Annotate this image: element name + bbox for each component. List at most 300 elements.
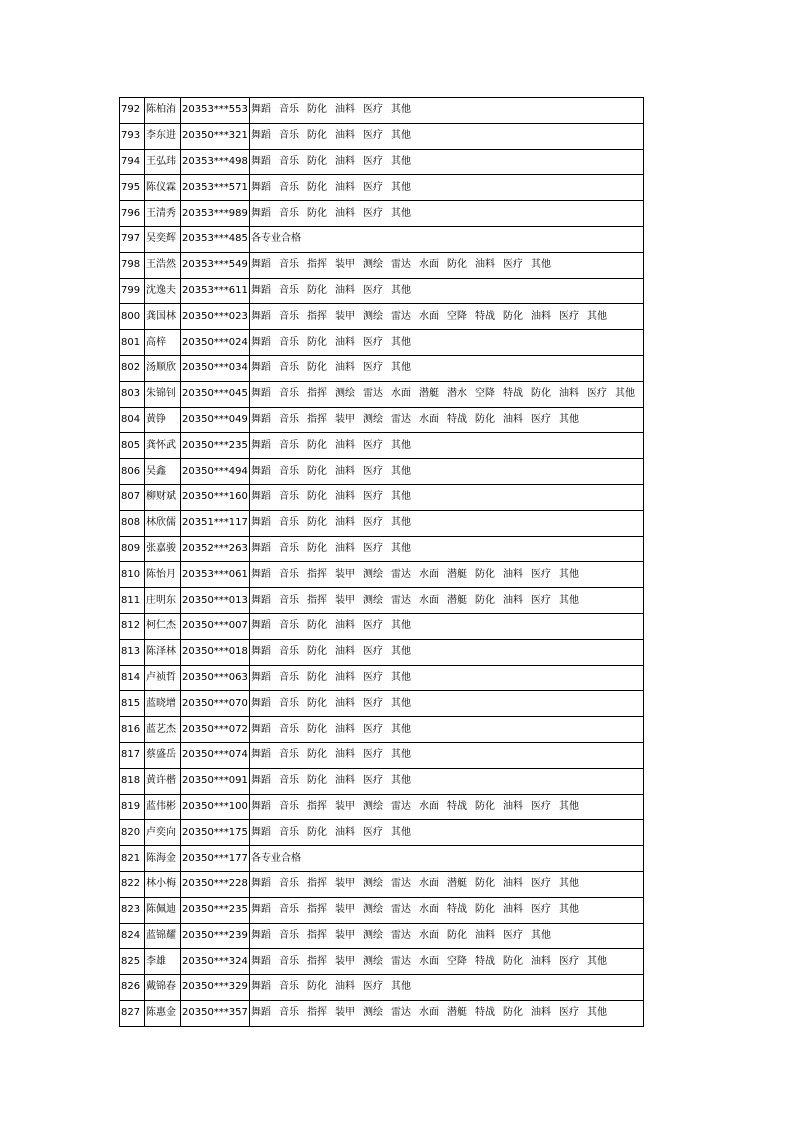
qualification-tag: 油料 [335, 439, 355, 451]
row-number-cell: 825 [120, 949, 145, 975]
qualifications-cell [250, 742, 644, 768]
qualification-tag: 装甲 [335, 1007, 355, 1019]
qualification-tag: 水面 [419, 878, 439, 890]
qualification-tag: 舞蹈 [251, 775, 271, 787]
candidate-name-cell: 黄许楷 [145, 768, 181, 794]
qualification-tag: 医疗 [363, 775, 383, 787]
qualification-tag: 防化 [307, 671, 327, 683]
candidate-name-cell: 陈佩迪 [145, 897, 181, 923]
qualification-tag: 音乐 [279, 929, 299, 941]
qualification-tag: 测绘 [363, 904, 383, 916]
qualification-tag: 其他 [391, 465, 411, 477]
qualification-tag: 空降 [447, 955, 467, 967]
qualification-tag: 各专业合格 [251, 852, 301, 864]
qualification-tag: 其他 [391, 362, 411, 374]
qualification-tag: 舞蹈 [251, 981, 271, 993]
candidate-name-cell: 蓝锦耀 [145, 923, 181, 949]
candidate-id-cell: 20350***177 [181, 846, 250, 872]
candidate-id-cell: 20350***023 [181, 304, 250, 330]
qualification-tag: 音乐 [279, 955, 299, 967]
qualification-tag: 油料 [335, 749, 355, 761]
qualification-tag: 雷达 [391, 955, 411, 967]
qualification-tag: 其他 [587, 310, 607, 322]
qualification-tag: 指挥 [307, 259, 327, 271]
candidate-id-cell: 20350***034 [181, 355, 250, 381]
qualifications-cell [250, 355, 644, 381]
qualification-tag: 音乐 [279, 155, 299, 167]
qualification-tag: 水面 [419, 594, 439, 606]
qualifications-cell [250, 433, 644, 459]
qualification-tag: 指挥 [307, 388, 327, 400]
row-number-cell: 805 [120, 433, 145, 459]
qualification-tag: 其他 [559, 904, 579, 916]
row-number-cell: 812 [120, 613, 145, 639]
candidate-name-cell: 陈仪霖 [145, 175, 181, 201]
qualification-tag: 医疗 [363, 517, 383, 529]
qualification-tag: 雷达 [391, 800, 411, 812]
qualification-tag: 音乐 [279, 465, 299, 477]
qualification-tag: 防化 [447, 259, 467, 271]
qualification-tag: 防化 [503, 955, 523, 967]
qualification-tag: 测绘 [363, 955, 383, 967]
qualification-tag: 医疗 [363, 697, 383, 709]
qualification-tag: 其他 [391, 207, 411, 219]
qualification-tag: 舞蹈 [251, 749, 271, 761]
qualification-tag: 油料 [335, 181, 355, 193]
qualification-tag: 舞蹈 [251, 465, 271, 477]
candidate-name-cell: 汤顺欣 [145, 355, 181, 381]
table-row [120, 330, 644, 356]
row-number-cell: 797 [120, 226, 145, 252]
qualification-tag: 舞蹈 [251, 1007, 271, 1019]
qualification-tag: 指挥 [307, 310, 327, 322]
candidate-name-cell: 蓝艺杰 [145, 717, 181, 743]
qualifications-cell [250, 252, 644, 278]
qualification-tag: 其他 [391, 620, 411, 632]
candidate-name-cell: 王浩然 [145, 252, 181, 278]
qualification-tag: 指挥 [307, 878, 327, 890]
row-number-cell: 819 [120, 794, 145, 820]
qualification-tag: 音乐 [279, 439, 299, 451]
qualification-tag: 装甲 [335, 259, 355, 271]
qualification-tag: 指挥 [307, 800, 327, 812]
candidate-id-cell: 20353***611 [181, 278, 250, 304]
qualification-tag: 其他 [391, 181, 411, 193]
table-row [120, 588, 644, 614]
qualification-tag: 油料 [503, 800, 523, 812]
table-row [120, 407, 644, 433]
qualification-tag: 音乐 [279, 336, 299, 348]
qualification-tag: 医疗 [363, 723, 383, 735]
table-row [120, 717, 644, 743]
qualification-tag: 防化 [307, 439, 327, 451]
qualification-tag: 水面 [419, 259, 439, 271]
qualification-tag: 油料 [335, 130, 355, 142]
candidate-name-cell: 陈海金 [145, 846, 181, 872]
table-row [120, 613, 644, 639]
qualifications-cell [250, 459, 644, 485]
qualification-tag: 装甲 [335, 800, 355, 812]
qualification-tag: 水面 [419, 800, 439, 812]
qualification-tag: 指挥 [307, 1007, 327, 1019]
qualification-tag: 医疗 [363, 155, 383, 167]
candidate-id-cell: 20350***321 [181, 123, 250, 149]
qualification-tag: 水面 [419, 955, 439, 967]
qualification-tag: 特战 [475, 310, 495, 322]
qualification-tag: 雷达 [391, 310, 411, 322]
table-row [120, 201, 644, 227]
candidate-name-cell: 柳财斌 [145, 484, 181, 510]
qualification-tag: 舞蹈 [251, 336, 271, 348]
qualification-tag: 其他 [391, 723, 411, 735]
qualification-tag: 油料 [335, 620, 355, 632]
qualification-tag: 水面 [419, 568, 439, 580]
qualification-tag: 特战 [503, 388, 523, 400]
table-row [120, 742, 644, 768]
qualification-tag: 防化 [307, 207, 327, 219]
results-table [119, 97, 644, 1027]
qualification-tag: 其他 [559, 568, 579, 580]
qualification-tag: 其他 [587, 955, 607, 967]
qualification-tag: 雷达 [391, 1007, 411, 1019]
qualification-tag: 其他 [391, 155, 411, 167]
qualification-tag: 防化 [503, 310, 523, 322]
qualification-tag: 医疗 [363, 362, 383, 374]
candidate-name-cell: 王清秀 [145, 201, 181, 227]
qualification-tag: 油料 [503, 878, 523, 890]
candidate-id-cell: 20350***357 [181, 1000, 250, 1026]
row-number-cell: 809 [120, 536, 145, 562]
table-row [120, 923, 644, 949]
qualification-tag: 特战 [447, 904, 467, 916]
qualification-tag: 音乐 [279, 284, 299, 296]
qualification-tag: 防化 [307, 749, 327, 761]
qualification-tag: 音乐 [279, 542, 299, 554]
candidate-id-cell: 20350***018 [181, 639, 250, 665]
qualifications-cell [250, 201, 644, 227]
qualifications-cell [250, 123, 644, 149]
row-number-cell: 799 [120, 278, 145, 304]
qualifications-cell [250, 407, 644, 433]
table-row [120, 175, 644, 201]
row-number-cell: 813 [120, 639, 145, 665]
qualification-tag: 医疗 [363, 465, 383, 477]
qualification-tag: 医疗 [363, 646, 383, 658]
qualification-tag: 医疗 [363, 491, 383, 503]
qualification-tag: 医疗 [559, 1007, 579, 1019]
row-number-cell: 823 [120, 897, 145, 923]
qualification-tag: 其他 [559, 800, 579, 812]
qualification-tag: 防化 [307, 491, 327, 503]
qualification-tag: 特战 [447, 413, 467, 425]
qualifications-cell [250, 871, 644, 897]
qualification-tag: 音乐 [279, 491, 299, 503]
candidate-name-cell: 龚怀武 [145, 433, 181, 459]
qualifications-cell [250, 691, 644, 717]
table-row [120, 975, 644, 1001]
qualification-tag: 油料 [335, 517, 355, 529]
qualification-tag: 水面 [419, 310, 439, 322]
qualification-tag: 装甲 [335, 568, 355, 580]
qualification-tag: 油料 [503, 568, 523, 580]
qualification-tag: 防化 [475, 413, 495, 425]
table-row [120, 846, 644, 872]
candidate-name-cell: 蓝伟彬 [145, 794, 181, 820]
qualification-tag: 指挥 [307, 568, 327, 580]
row-number-cell: 820 [120, 820, 145, 846]
qualification-tag: 油料 [531, 310, 551, 322]
qualification-tag: 油料 [335, 697, 355, 709]
candidate-name-cell: 龚国林 [145, 304, 181, 330]
qualification-tag: 各专业合格 [251, 233, 301, 245]
qualification-tag: 防化 [447, 929, 467, 941]
qualification-tag: 特战 [475, 955, 495, 967]
qualification-tag: 医疗 [363, 130, 383, 142]
candidate-id-cell: 20350***007 [181, 613, 250, 639]
qualification-tag: 其他 [391, 517, 411, 529]
candidate-name-cell: 蔡盛岳 [145, 742, 181, 768]
candidate-id-cell: 20350***100 [181, 794, 250, 820]
qualifications-cell [250, 639, 644, 665]
qualification-tag: 其他 [391, 671, 411, 683]
candidate-name-cell: 陈惠金 [145, 1000, 181, 1026]
qualification-tag: 音乐 [279, 594, 299, 606]
qualifications-cell [250, 794, 644, 820]
qualification-tag: 其他 [587, 1007, 607, 1019]
row-number-cell: 824 [120, 923, 145, 949]
qualification-tag: 音乐 [279, 517, 299, 529]
candidate-id-cell: 20350***235 [181, 897, 250, 923]
table-row [120, 98, 644, 124]
qualification-tag: 雷达 [391, 878, 411, 890]
qualification-tag: 油料 [531, 955, 551, 967]
qualification-tag: 指挥 [307, 955, 327, 967]
candidate-name-cell: 吴奕辉 [145, 226, 181, 252]
row-number-cell: 792 [120, 98, 145, 124]
qualification-tag: 医疗 [363, 981, 383, 993]
qualification-tag: 音乐 [279, 130, 299, 142]
qualifications-cell [250, 768, 644, 794]
qualification-tag: 防化 [307, 620, 327, 632]
qualification-tag: 油料 [335, 826, 355, 838]
row-number-cell: 802 [120, 355, 145, 381]
row-number-cell: 794 [120, 149, 145, 175]
candidate-id-cell: 20353***061 [181, 562, 250, 588]
candidate-id-cell: 20350***175 [181, 820, 250, 846]
qualification-tag: 空降 [447, 310, 467, 322]
qualification-tag: 音乐 [279, 749, 299, 761]
qualification-tag: 其他 [391, 439, 411, 451]
qualification-tag: 水面 [419, 1007, 439, 1019]
qualification-tag: 舞蹈 [251, 310, 271, 322]
qualification-tag: 指挥 [307, 413, 327, 425]
table-row [120, 484, 644, 510]
qualification-tag: 油料 [335, 775, 355, 787]
qualification-tag: 音乐 [279, 259, 299, 271]
qualifications-cell [250, 98, 644, 124]
qualification-tag: 音乐 [279, 826, 299, 838]
qualification-tag: 舞蹈 [251, 542, 271, 554]
qualification-tag: 雷达 [391, 929, 411, 941]
qualification-tag: 音乐 [279, 775, 299, 787]
qualification-tag: 油料 [503, 594, 523, 606]
qualification-tag: 音乐 [279, 181, 299, 193]
qualification-tag: 其他 [559, 878, 579, 890]
qualifications-cell [250, 975, 644, 1001]
qualification-tag: 空降 [475, 388, 495, 400]
qualification-tag: 防化 [475, 594, 495, 606]
qualification-tag: 水面 [419, 413, 439, 425]
qualification-tag: 装甲 [335, 904, 355, 916]
qualification-tag: 其他 [391, 336, 411, 348]
row-number-cell: 818 [120, 768, 145, 794]
candidate-id-cell: 20350***045 [181, 381, 250, 407]
qualification-tag: 其他 [391, 646, 411, 658]
qualification-tag: 其他 [391, 697, 411, 709]
qualification-tag: 音乐 [279, 413, 299, 425]
qualification-tag: 潜水 [447, 388, 467, 400]
qualification-tag: 音乐 [279, 646, 299, 658]
candidate-name-cell: 陈泽林 [145, 639, 181, 665]
qualification-tag: 装甲 [335, 929, 355, 941]
candidate-name-cell: 戴锦春 [145, 975, 181, 1001]
qualification-tag: 音乐 [279, 981, 299, 993]
qualification-tag: 舞蹈 [251, 594, 271, 606]
candidate-id-cell: 20350***072 [181, 717, 250, 743]
qualification-tag: 舞蹈 [251, 620, 271, 632]
qualification-tag: 油料 [335, 981, 355, 993]
candidate-name-cell: 卢祯哲 [145, 665, 181, 691]
candidate-id-cell: 20353***549 [181, 252, 250, 278]
qualifications-cell [250, 484, 644, 510]
qualification-tag: 特战 [475, 1007, 495, 1019]
candidate-id-cell: 20350***070 [181, 691, 250, 717]
candidate-name-cell: 李东进 [145, 123, 181, 149]
qualification-tag: 装甲 [335, 594, 355, 606]
qualification-tag: 防化 [475, 800, 495, 812]
qualification-tag: 医疗 [363, 439, 383, 451]
qualification-tag: 油料 [335, 723, 355, 735]
qualification-tag: 雷达 [391, 568, 411, 580]
qualification-tag: 舞蹈 [251, 207, 271, 219]
candidate-id-cell: 20350***239 [181, 923, 250, 949]
table-row [120, 278, 644, 304]
table-row [120, 639, 644, 665]
qualification-tag: 油料 [335, 671, 355, 683]
table-row [120, 949, 644, 975]
candidate-id-cell: 20353***571 [181, 175, 250, 201]
qualification-tag: 油料 [475, 929, 495, 941]
row-number-cell: 793 [120, 123, 145, 149]
results-sheet [119, 97, 643, 1027]
qualification-tag: 防化 [307, 130, 327, 142]
table-row [120, 149, 644, 175]
qualification-tag: 雷达 [391, 904, 411, 916]
table-row [120, 794, 644, 820]
qualifications-cell [250, 536, 644, 562]
qualification-tag: 防化 [503, 1007, 523, 1019]
candidate-id-cell: 20353***485 [181, 226, 250, 252]
candidate-id-cell: 20353***498 [181, 149, 250, 175]
qualification-tag: 油料 [335, 646, 355, 658]
candidate-id-cell: 20350***228 [181, 871, 250, 897]
qualification-tag: 防化 [307, 336, 327, 348]
row-number-cell: 814 [120, 665, 145, 691]
qualification-tag: 油料 [503, 904, 523, 916]
qualifications-cell [250, 330, 644, 356]
qualification-tag: 其他 [391, 826, 411, 838]
qualification-tag: 装甲 [335, 878, 355, 890]
candidate-name-cell: 庄明东 [145, 588, 181, 614]
candidate-name-cell: 卢奕向 [145, 820, 181, 846]
qualification-tag: 其他 [391, 749, 411, 761]
candidate-name-cell: 林小梅 [145, 871, 181, 897]
qualification-tag: 医疗 [531, 800, 551, 812]
row-number-cell: 800 [120, 304, 145, 330]
qualification-tag: 舞蹈 [251, 697, 271, 709]
row-number-cell: 826 [120, 975, 145, 1001]
qualification-tag: 音乐 [279, 362, 299, 374]
qualification-tag: 医疗 [531, 594, 551, 606]
qualification-tag: 潜艇 [447, 568, 467, 580]
qualification-tag: 防化 [531, 388, 551, 400]
qualification-tag: 测绘 [363, 878, 383, 890]
row-number-cell: 810 [120, 562, 145, 588]
qualification-tag: 医疗 [363, 104, 383, 116]
qualification-tag: 舞蹈 [251, 491, 271, 503]
qualification-tag: 音乐 [279, 1007, 299, 1019]
qualification-tag: 装甲 [335, 413, 355, 425]
qualification-tag: 其他 [531, 259, 551, 271]
table-row [120, 433, 644, 459]
candidate-id-cell: 20353***989 [181, 201, 250, 227]
qualifications-cell [250, 665, 644, 691]
candidate-id-cell: 20350***324 [181, 949, 250, 975]
qualification-tag: 防化 [307, 826, 327, 838]
qualification-tag: 潜艇 [447, 878, 467, 890]
qualification-tag: 医疗 [587, 388, 607, 400]
qualification-tag: 音乐 [279, 620, 299, 632]
qualification-tag: 舞蹈 [251, 800, 271, 812]
candidate-name-cell: 蓝晓增 [145, 691, 181, 717]
candidate-name-cell: 陈柏洧 [145, 98, 181, 124]
candidate-id-cell: 20350***494 [181, 459, 250, 485]
qualification-tag: 油料 [335, 491, 355, 503]
candidate-id-cell: 20350***063 [181, 665, 250, 691]
qualification-tag: 音乐 [279, 104, 299, 116]
qualification-tag: 其他 [559, 594, 579, 606]
qualification-tag: 防化 [475, 568, 495, 580]
qualification-tag: 雷达 [363, 388, 383, 400]
qualifications-cell [250, 897, 644, 923]
qualification-tag: 舞蹈 [251, 723, 271, 735]
qualification-tag: 音乐 [279, 568, 299, 580]
qualification-tag: 医疗 [363, 826, 383, 838]
qualification-tag: 舞蹈 [251, 646, 271, 658]
qualification-tag: 潜艇 [447, 594, 467, 606]
qualification-tag: 音乐 [279, 671, 299, 683]
row-number-cell: 816 [120, 717, 145, 743]
qualification-tag: 其他 [391, 542, 411, 554]
qualification-tag: 舞蹈 [251, 904, 271, 916]
qualification-tag: 雷达 [391, 594, 411, 606]
qualification-tag: 防化 [307, 362, 327, 374]
qualification-tag: 防化 [307, 181, 327, 193]
candidate-id-cell: 20350***024 [181, 330, 250, 356]
candidate-id-cell: 20353***553 [181, 98, 250, 124]
qualification-tag: 舞蹈 [251, 130, 271, 142]
table-row [120, 252, 644, 278]
